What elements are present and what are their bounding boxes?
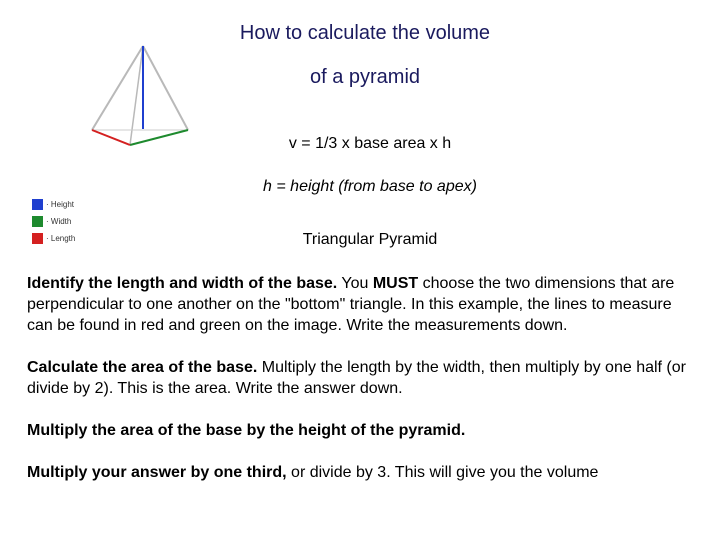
legend-item-width	[32, 213, 75, 230]
legend-item-height	[32, 196, 75, 213]
title-line-1: How to calculate the volume	[239, 22, 491, 44]
step-4	[27, 462, 697, 483]
pyramid-type-label: Triangular Pyramid	[302, 231, 438, 248]
step-2	[27, 357, 697, 399]
step-1-bold: Identify the length and width of the base.	[27, 275, 338, 292]
title-line-2: of a pyramid	[309, 66, 421, 88]
step-1-mid: You	[337, 275, 373, 292]
height-swatch	[32, 199, 43, 210]
step-1-text: choose the two dimensions that are perpendicular to one another on the "bottom" triangle. In this example, the lines to measure can be found in red and green on the image. Write the measurements down.	[27, 275, 675, 334]
step-2-text: Multiply the length by the width, then multiply by one half (or divide by 2). This is the area. Write the answer down.	[27, 359, 686, 397]
step-1-emphasis: MUST	[372, 275, 419, 292]
step-3	[27, 420, 697, 441]
width-swatch	[32, 216, 43, 227]
legend-label: · Width	[46, 217, 72, 226]
step-2-bold: Calculate the area of the base.	[27, 359, 258, 376]
volume-formula: v = 1/3 x base area x h	[288, 135, 452, 152]
step-3-bold: Multiply the area of the base by the height of the pyramid.	[27, 422, 466, 439]
legend-label: · Length	[46, 234, 76, 243]
height-definition: h = height (from base to apex)	[263, 178, 477, 195]
instructions	[27, 273, 697, 504]
step-1	[27, 273, 697, 336]
legend-label: · Height	[46, 200, 75, 209]
step-4-bold: Multiply your answer by one third,	[27, 464, 287, 481]
step-4-text: or divide by 3. This will give you the volume	[286, 464, 599, 481]
